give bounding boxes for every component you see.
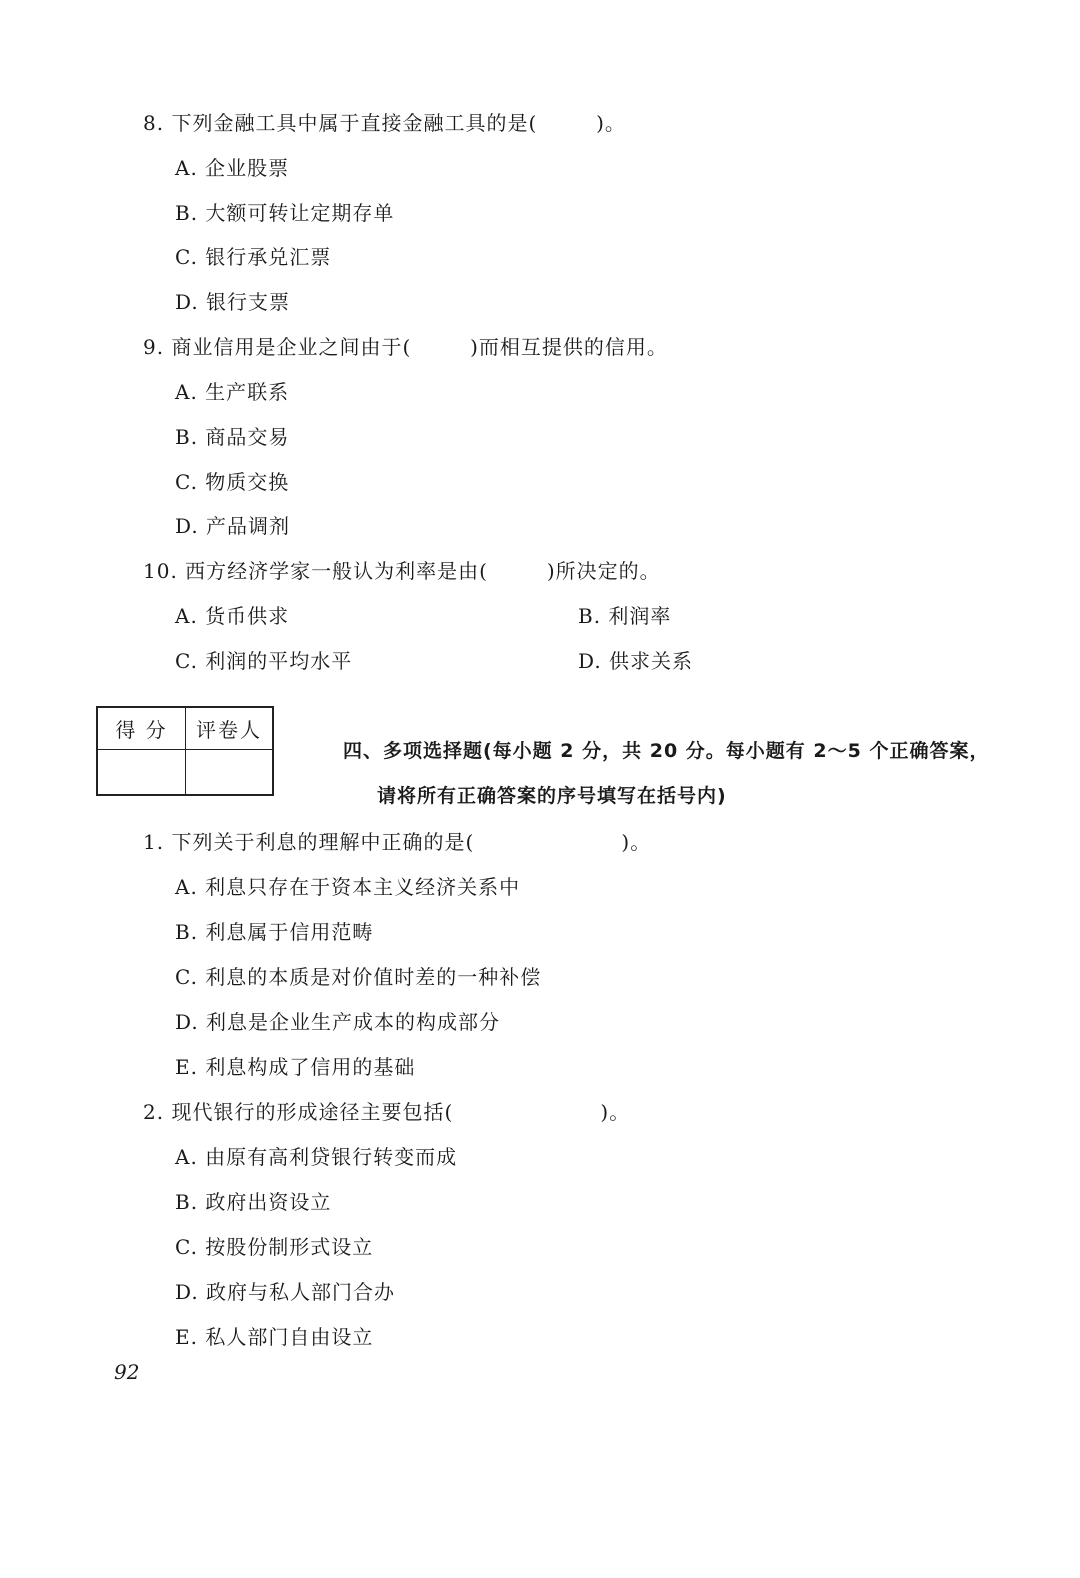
q9-option-c: C. 物质交换 [175,470,290,494]
q10-option-c: C. 利润的平均水平 [175,649,353,673]
q8-option-b: B. 大额可转让定期存单 [175,201,395,225]
section-4-heading-line1: 四、多项选择题(每小题 2 分，共 20 分。每小题有 2～5 个正确答案， [343,740,990,762]
section-4-heading-line2: 请将所有正确答案的序号填写在括号内) [377,785,727,807]
multi-question-2-stem: 2. 现代银行的形成途径主要包括( )。 [143,1100,631,1124]
q10-option-d: D. 供求关系 [578,649,694,673]
q8-option-d: D. 银行支票 [175,290,291,314]
question-9-stem: 9. 商业信用是企业之间由于( )而相互提供的信用。 [143,335,668,359]
grader-label: 评卷人 [186,708,272,750]
score-table [96,706,274,796]
multi-question-1-stem: 1. 下列关于利息的理解中正确的是( )。 [143,830,652,854]
m2-option-c: C. 按股份制形式设立 [175,1235,374,1259]
q10-option-b: B. 利润率 [578,604,672,628]
m2-option-a: A. 由原有高利贷银行转变而成 [175,1145,458,1169]
question-10-stem: 10. 西方经济学家一般认为利率是由( )所决定的。 [143,559,661,583]
q8-option-a: A. 企业股票 [175,156,290,180]
m2-option-b: B. 政府出资设立 [175,1190,332,1214]
m2-option-e: E. 私人部门自由设立 [175,1325,374,1349]
m1-option-a: A. 利息只存在于资本主义经济关系中 [175,875,521,899]
m1-option-b: B. 利息属于信用范畴 [175,920,374,944]
q9-option-b: B. 商品交易 [175,425,290,449]
m1-option-c: C. 利息的本质是对价值时差的一种补偿 [175,965,542,989]
score-field [98,750,186,794]
q9-option-d: D. 产品调剂 [175,514,291,538]
page-number: 92 [114,1360,140,1384]
grader-field [186,750,272,794]
m1-option-e: E. 利息构成了信用的基础 [175,1055,416,1079]
q9-option-a: A. 生产联系 [175,380,290,404]
question-8-stem: 8. 下列金融工具中属于直接金融工具的是( )。 [143,111,626,135]
m2-option-d: D. 政府与私人部门合办 [175,1280,396,1304]
m1-option-d: D. 利息是企业生产成本的构成部分 [175,1010,501,1034]
q10-option-a: A. 货币供求 [175,604,290,628]
score-label: 得 分 [98,708,186,750]
q8-option-c: C. 银行承兑汇票 [175,245,332,269]
